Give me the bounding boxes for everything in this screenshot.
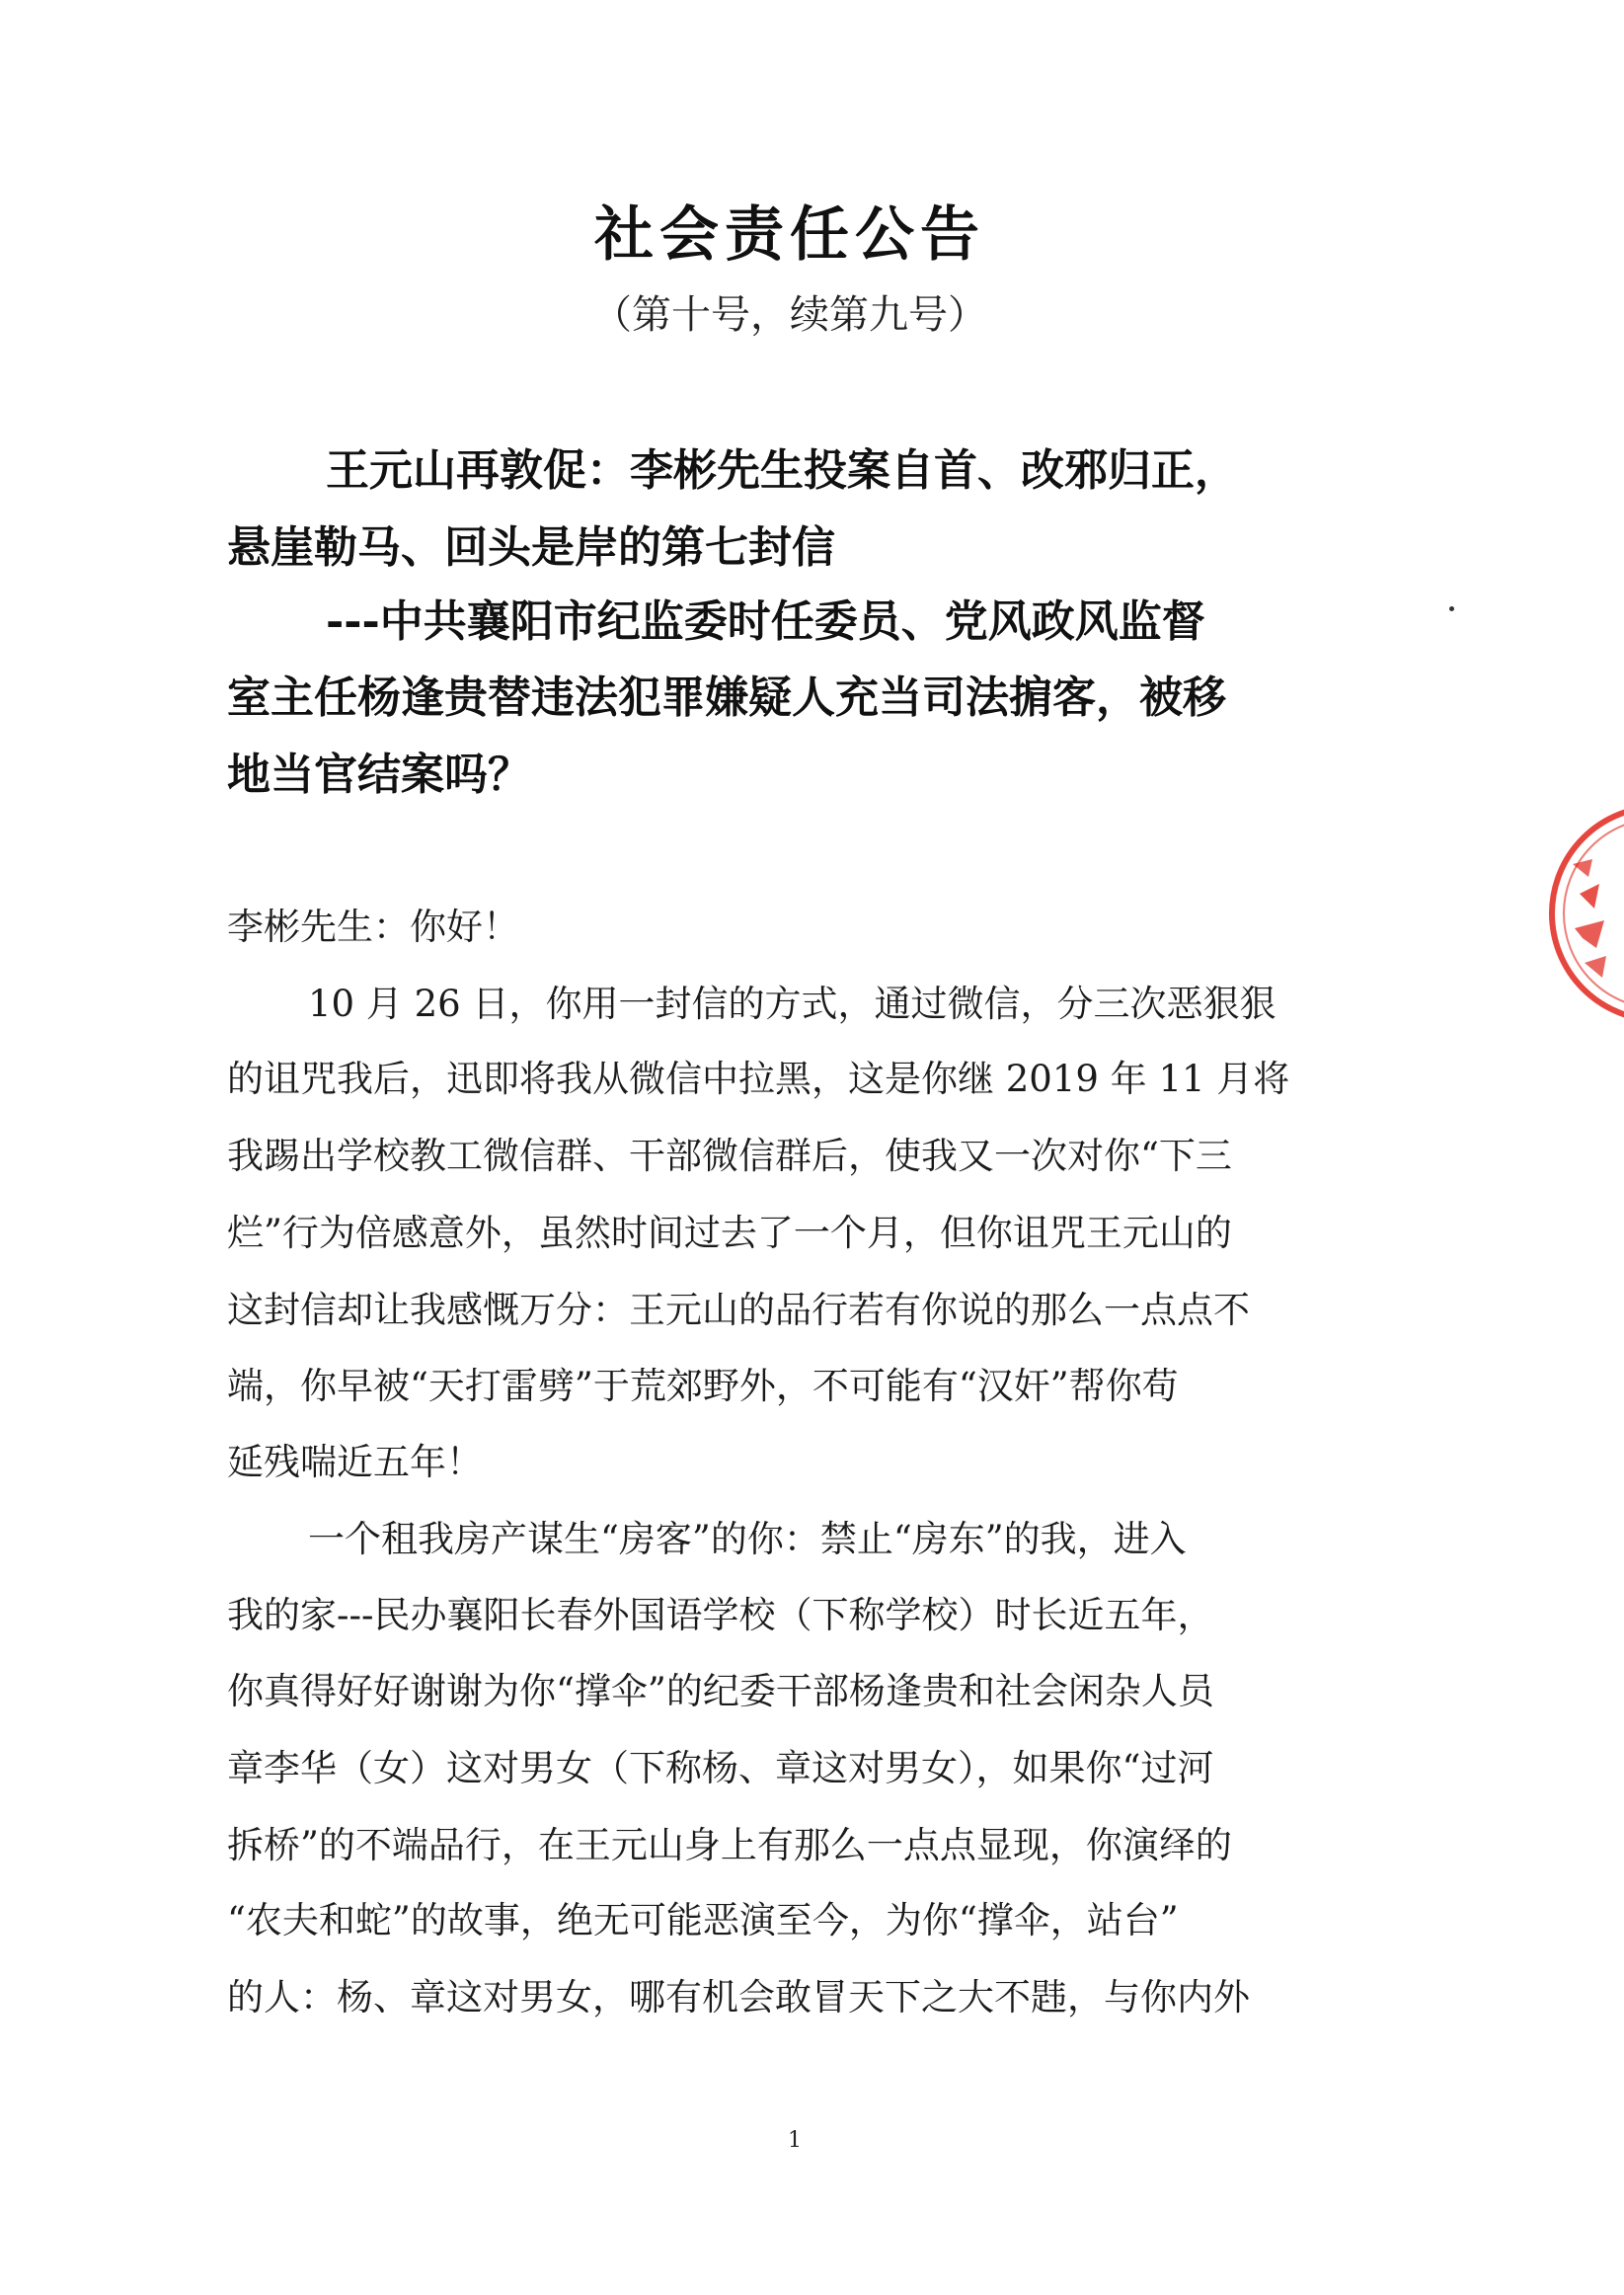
body-line: 你真得好好谢谢为你“撑伞”的纪委干部杨逢贵和社会闲杂人员: [227, 1670, 1214, 1712]
document-subtitle: （第十号，续第九号）: [592, 292, 987, 338]
red-seal-stamp: [1545, 790, 1624, 1037]
body-line: 的诅咒我后，迅即将我从微信中拉黑，这是你继 2019 年 11 月将: [227, 1058, 1290, 1100]
scan-speck: [1449, 606, 1454, 611]
page-number: 1: [788, 2128, 802, 2153]
body-line: 10 月 26 日，你用一封信的方式，通过微信，分三次恶狠狠: [308, 983, 1276, 1025]
document-title: 社会责任公告: [594, 200, 985, 270]
body-line: 这封信却让我感慨万分：王元山的品行若有你说的那么一点点不: [227, 1289, 1250, 1331]
heading-line: 悬崖勒马、回头是岸的第七封信: [227, 522, 835, 573]
body-line: 章李华（女）这对男女（下称杨、章这对男女），如果你“过河: [227, 1747, 1214, 1789]
heading-line: 王元山再敦促：李彬先生投案自首、改邪归正，: [326, 445, 1238, 496]
body-line: 的人：杨、章这对男女，哪有机会敢冒天下之大不韪，与你内外: [227, 1976, 1250, 2018]
body-line: 拆桥”的不端品行，在王元山身上有那么一点点显现，你演绎的: [227, 1824, 1232, 1866]
body-line: 烂”行为倍感意外，虽然时间过去了一个月，但你诅咒王元山的: [227, 1212, 1232, 1254]
heading-line: 室主任杨逢贵替违法犯罪嫌疑人充当司法掮客，被移: [227, 673, 1226, 723]
body-line: 我的家---民办襄阳长春外国语学校（下称学校）时长近五年，: [227, 1594, 1214, 1636]
body-line: 我踢出学校教工微信群、干部微信群后，使我又一次对你“下三: [227, 1135, 1232, 1177]
heading-line: ---中共襄阳市纪监委时任委员、党风政风监督: [326, 596, 1205, 647]
body-line: “农夫和蛇”的故事，绝无可能恶演至今，为你“撑伞，站台”: [227, 1899, 1179, 1941]
body-line: 李彬先生：你好！: [227, 906, 519, 948]
heading-line: 地当官结案吗？: [227, 750, 531, 800]
body-line: 端，你早被“天打雷劈”于荒郊野外，不可能有“汉奸”帮你苟: [227, 1365, 1179, 1407]
body-line: 一个租我房产谋生“房客”的你：禁止“房东”的我，进入: [308, 1518, 1187, 1560]
body-line: 延残喘近五年！: [227, 1441, 483, 1483]
